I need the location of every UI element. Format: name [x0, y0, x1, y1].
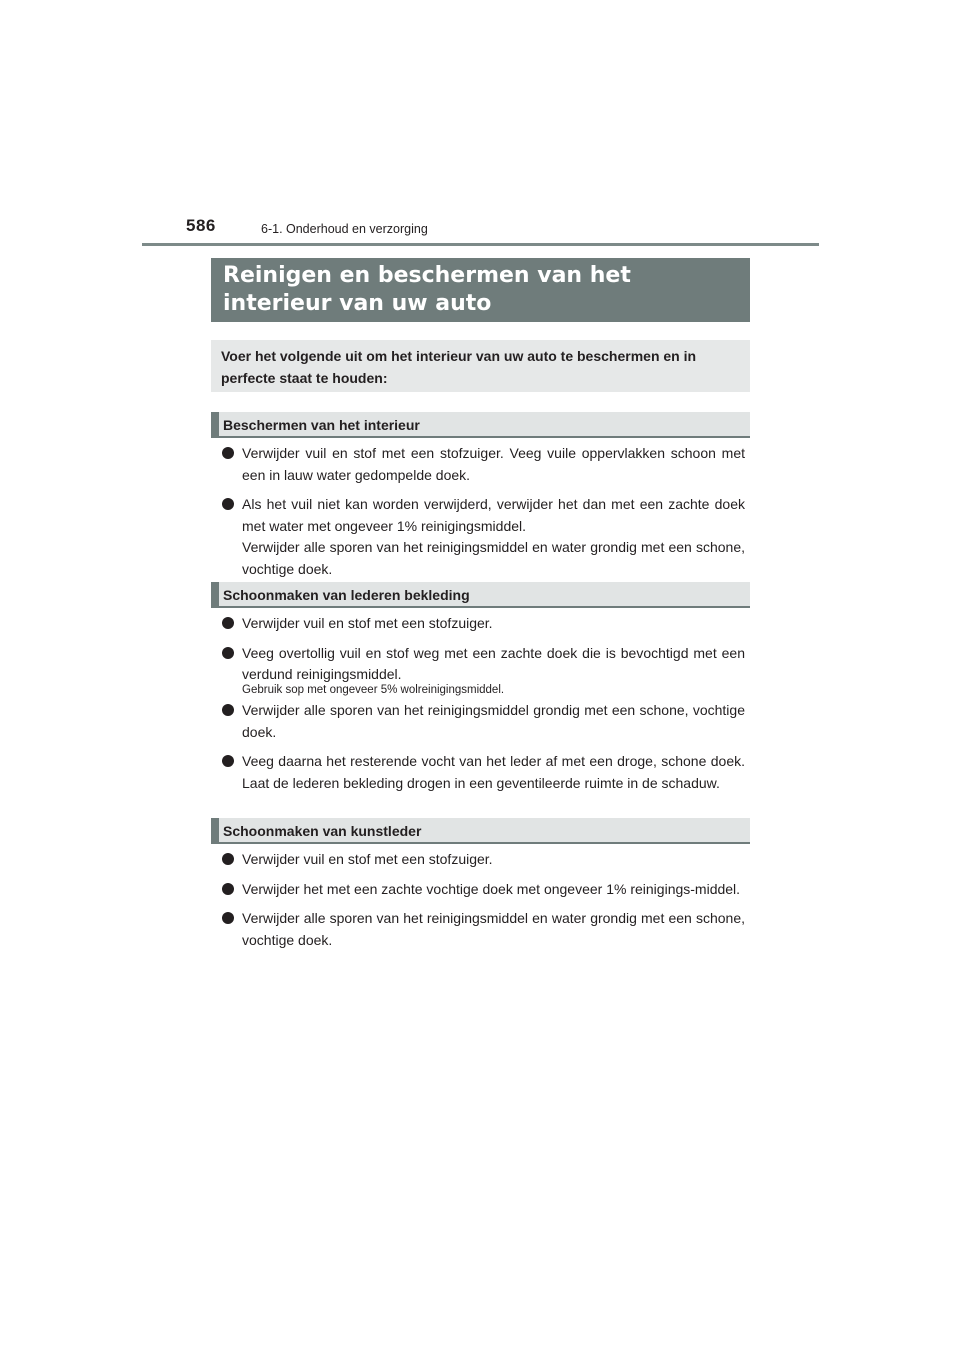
list-item: [222, 908, 745, 951]
page-title: Reinigen en beschermen van het interieur van uw auto: [211, 258, 750, 322]
list-item: [222, 643, 745, 686]
list-item: [222, 443, 745, 486]
bullet-text: Verwijder het met een zachte vochtige doek met ongeveer 1% reinigings-middel.: [242, 880, 741, 897]
bullet-text: Verwijder vuil en stof met een stofzuiger. Veeg vuile oppervlakken schoon met een in lauw water gedompelde doek.: [242, 445, 745, 483]
bullet-dot-icon: [222, 883, 234, 895]
bullet-dot-icon: [222, 755, 234, 767]
bullet-text: Als het vuil niet kan worden verwijderd, verwijder het dan met een zachte doek met water met ongeveer 1% reinigingsmiddel.: [242, 496, 745, 534]
bullet-text: Verwijder alle sporen van het reinigingsmiddel grondig met een schone, vochtige doek.: [242, 702, 745, 740]
list-item: [222, 849, 745, 871]
bullet-list-protect-interior: [222, 443, 745, 588]
list-item: [222, 879, 745, 901]
list-item: [222, 494, 745, 580]
bullet-text: Veeg daarna het resterende vocht van het leder af met een droge, schone doek. Laat de lederen bekleding drogen in een geventileerde ruimte in de schaduw.: [242, 753, 745, 791]
bullet-dot-icon: [222, 704, 234, 716]
bullet-text: Veeg overtollig vuil en stof weg met een zachte doek die is bevochtigd met een verdund reinigingsmiddel.: [242, 644, 745, 682]
bullet-list-leather-continued: [222, 700, 745, 802]
bullet-dot-icon: [222, 647, 234, 659]
bullet-dot-icon: [222, 853, 234, 865]
section-heading-artificial-leather: Schoonmaken van kunstleder: [211, 818, 750, 844]
bullet-dot-icon: [222, 912, 234, 924]
page-number: 586: [186, 216, 216, 235]
bullet-dot-icon: [222, 447, 234, 459]
list-item: [222, 751, 745, 794]
page-header: [0, 0, 960, 250]
bullet-dot-icon: [222, 498, 234, 510]
section-heading-protect-interior: Beschermen van het interieur: [211, 412, 750, 438]
bullet-dot-icon: [222, 617, 234, 629]
bullet-text: Verwijder vuil en stof met een stofzuiger.: [242, 851, 493, 867]
bullet-list-artificial-leather: [222, 849, 745, 959]
list-item: [222, 700, 745, 743]
note-text: Gebruik sop met ongeveer 5% wolreinigingsmiddel.: [242, 684, 505, 696]
header-rule: [142, 243, 819, 246]
bullet-text: Verwijder alle sporen van het reinigingsmiddel en water grondig met een schone, vochtige doek.: [242, 910, 745, 948]
section-heading-leather: Schoonmaken van lederen bekleding: [211, 582, 750, 608]
bullet-text: Verwijder vuil en stof met een stofzuiger.: [242, 615, 493, 631]
section-name: 6-1. Onderhoud en verzorging: [261, 222, 428, 236]
bullet-list-leather: [222, 613, 745, 694]
bullet-extra-text: Verwijder alle sporen van het reinigingsmiddel en water grondig met een schone, vochtige doek.: [242, 539, 745, 577]
intro-box: Voer het volgende uit om het interieur van uw auto te beschermen en in perfecte staat te houden:: [211, 340, 750, 392]
list-item: [222, 613, 745, 635]
